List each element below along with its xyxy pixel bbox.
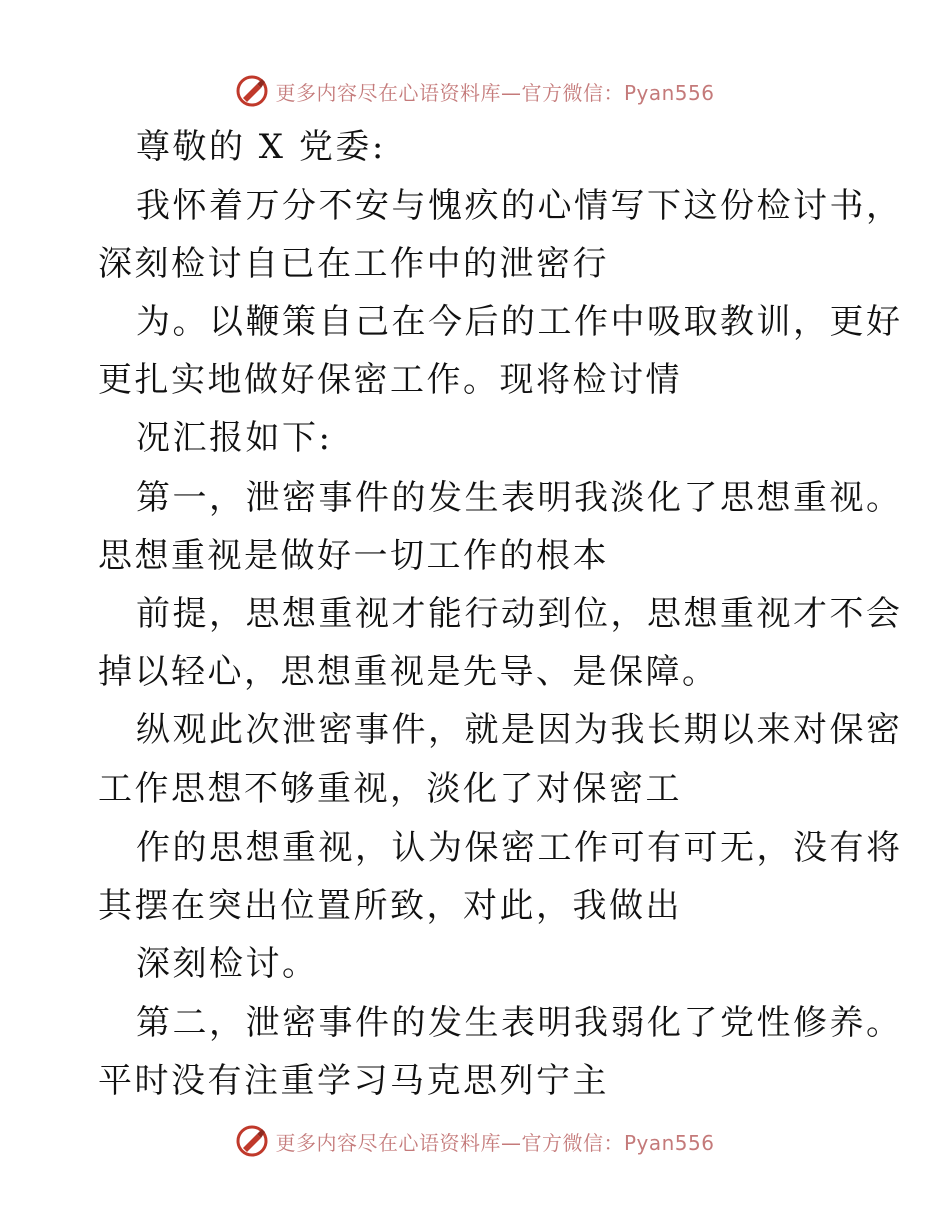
body-line: 况汇报如下: xyxy=(136,418,333,458)
body-line: 更扎实地做好保密工作。现将检讨情 xyxy=(98,360,682,400)
watermark-header xyxy=(0,74,950,108)
body-line: 第一，泄密事件的发生表明我淡化了思想重视。 xyxy=(136,478,903,518)
salutation-line: 尊敬的 X 党委: xyxy=(136,127,386,167)
body-line: 前提，思想重视才能行动到位，思想重视才不会 xyxy=(136,594,903,634)
body-line: 工作思想不够重视，淡化了对保密工 xyxy=(98,769,682,809)
watermark-logo-icon xyxy=(235,74,269,108)
body-line: 深刻检讨自已在工作中的泄密行 xyxy=(98,244,609,284)
body-line: 平时没有注重学习马克思列宁主 xyxy=(98,1061,609,1101)
body-line: 为。以鞭策自己在今后的工作中吸取教训，更好 xyxy=(136,302,903,342)
watermark-footer xyxy=(0,1124,950,1158)
body-line: 作的思想重视，认为保密工作可有可无，没有将 xyxy=(136,828,903,868)
watermark-text: 更多内容尽在心语资料库—官方微信：Pyan556 xyxy=(275,1130,715,1155)
watermark-logo-icon xyxy=(235,1124,269,1158)
body-line: 我怀着万分不安与愧疚的心情写下这份检讨书， xyxy=(136,186,903,226)
body-line: 其摆在突出位置所致，对此，我做出 xyxy=(98,886,682,926)
body-line: 纵观此次泄密事件，就是因为我长期以来对保密 xyxy=(136,710,903,750)
body-line: 第二，泄密事件的发生表明我弱化了党性修养。 xyxy=(136,1003,903,1043)
body-line: 深刻检讨。 xyxy=(136,944,319,984)
watermark-text: 更多内容尽在心语资料库—官方微信：Pyan556 xyxy=(275,80,715,105)
body-line: 掉以轻心，思想重视是先导、是保障。 xyxy=(98,652,719,692)
body-line: 思想重视是做好一切工作的根本 xyxy=(98,536,609,576)
